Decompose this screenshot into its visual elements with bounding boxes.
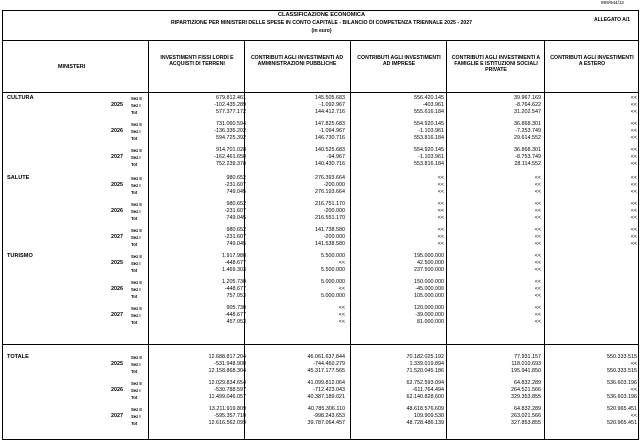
cell-value-sez-i: -1.092.967 [319, 102, 345, 108]
cell-value-sez-i: 1.339.019.894 [409, 361, 444, 367]
cell-value-sez-ii: << [338, 305, 345, 311]
year-label: 2027 [111, 234, 123, 240]
sez-i-label: Sez I [131, 260, 141, 266]
sez-i-label: Sez I [131, 154, 141, 160]
sez-i-label: Sez I [131, 234, 141, 240]
cell-value-tot: 48.728.486.139 [406, 420, 444, 426]
cell-value-sez-i: 42.500.000 [417, 260, 444, 266]
unit-label: (in euro) [311, 28, 332, 34]
cell-value-sez-i: -136.335.202 [214, 128, 246, 134]
sez-i-label: Sez I [131, 128, 141, 134]
cell-value-sez-i: -200.000 [323, 234, 345, 240]
tot-label: Tot [131, 189, 138, 195]
cell-value-sez-i: << [437, 182, 444, 188]
tot-label: Tot [131, 420, 138, 426]
sez-i-label: Sez I [131, 312, 141, 318]
cell-value-tot: << [630, 189, 637, 195]
allegato-label: ALLEGATO A/1 [594, 17, 631, 23]
classification-title: CLASSIFICAZIONE ECONOMICA [277, 12, 365, 18]
cell-value-sez-ii: 556.420.145 [414, 95, 444, 101]
cell-value-sez-i: << [630, 234, 637, 240]
cell-value-tot: 144.412.716 [315, 109, 345, 115]
cell-value-tot: << [534, 319, 541, 325]
cell-value-tot: 105.000.000 [414, 293, 444, 299]
sez-ii-label: Sez II [131, 279, 142, 285]
cell-value-tot: 29.614.552 [514, 135, 541, 141]
cell-value-sez-i: -403.961 [422, 102, 444, 108]
cell-value-tot: 550.333.515 [607, 368, 637, 374]
cell-value-tot: 146.730.716 [315, 135, 345, 141]
ministero-name: CULTURA [7, 95, 34, 101]
cell-value-sez-i: -595.357.710 [214, 413, 246, 419]
year-label: 2025 [111, 182, 123, 188]
cell-value-sez-i: << [630, 128, 637, 134]
cell-value-tot: 28.114.552 [514, 161, 541, 167]
cell-value-sez-ii: 13.211.919.809 [208, 406, 246, 412]
cell-value-sez-i: -102.435.289 [214, 102, 246, 108]
cell-value-sez-ii: 276.393.664 [315, 175, 345, 181]
cell-value-tot: << [534, 241, 541, 247]
cell-value-tot: << [534, 293, 541, 299]
cell-value-sez-i: -1.094.967 [319, 128, 345, 134]
cell-value-tot: 71.520.045.186 [406, 368, 444, 374]
sez-i-label: Sez I [131, 182, 141, 188]
col-header-investimenti-fissi: INVESTIMENTI FISSI LORDI E ACQUISTI DI TERRENI [160, 55, 234, 67]
cell-value-sez-i: << [630, 361, 637, 367]
cell-value-tot: << [630, 109, 637, 115]
cell-value-tot: << [630, 241, 637, 247]
cell-value-sez-ii: 12.688.817.204 [208, 354, 246, 360]
cell-value-sez-i: << [338, 286, 345, 292]
cell-value-sez-ii: << [534, 305, 541, 311]
cell-value-sez-ii: 39.967.169 [514, 95, 541, 101]
cell-value-tot: << [630, 161, 637, 167]
tot-label: Tot [131, 319, 138, 325]
cell-value-tot: 757.053 [226, 293, 246, 299]
year-label: 2025 [111, 361, 123, 367]
sez-i-label: Sez I [131, 387, 141, 393]
cell-value-sez-ii: 554.920.145 [414, 121, 444, 127]
cell-value-sez-i: -231.607 [224, 234, 246, 240]
cell-value-tot: 749.045 [226, 215, 246, 221]
ministero-name: TOTALE [7, 354, 29, 360]
column-divider [446, 40, 447, 440]
cell-value-sez-i: -39.000.000 [415, 312, 444, 318]
sez-i-label: Sez I [131, 413, 141, 419]
column-divider [544, 40, 545, 440]
sez-ii-label: Sez II [131, 305, 142, 311]
cell-value-sez-ii: 980.652 [226, 227, 246, 233]
cell-value-tot: 457.053 [226, 319, 246, 325]
cell-value-sez-ii: << [534, 175, 541, 181]
cell-value-tot: 329.353.855 [511, 394, 541, 400]
column-divider [350, 40, 351, 440]
cell-value-tot: 752.239.378 [216, 161, 246, 167]
cell-value-sez-i: -1.103.961 [418, 128, 444, 134]
cell-value-sez-i: -611.764.494 [412, 387, 444, 393]
cell-value-sez-ii: 12.029.834.654 [208, 380, 246, 386]
cell-value-sez-ii: 77.931.157 [514, 354, 541, 360]
cell-value-tot: 141.538.580 [315, 241, 345, 247]
cell-value-sez-ii: 731.060.594 [216, 121, 246, 127]
cell-value-sez-ii: << [534, 227, 541, 233]
cell-value-sez-ii: << [534, 201, 541, 207]
cell-value-tot: 577.377.172 [216, 109, 246, 115]
year-label: 2026 [111, 208, 123, 214]
cell-value-sez-ii: << [534, 279, 541, 285]
sez-ii-label: Sez II [131, 253, 142, 259]
cell-value-sez-ii: 1.205.730 [222, 279, 246, 285]
ministero-name: TURISMO [7, 253, 33, 259]
cell-value-tot: 237.500.000 [414, 267, 444, 273]
cell-value-tot: 11.499.046.057 [208, 394, 246, 400]
tot-label: Tot [131, 293, 138, 299]
year-label: 2027 [111, 312, 123, 318]
cell-value-tot: 594.725.392 [216, 135, 246, 141]
cell-value-sez-ii: 41.099.812.064 [307, 380, 345, 386]
cell-value-sez-ii: 46.061.637.844 [307, 354, 345, 360]
cell-value-sez-i: 118.010.693 [511, 361, 541, 367]
document-title: RIPARTIZIONE PER MINISTERI DELLE SPESE IN CONTO CAPITALE - BILANCIO DI COMPETENZA TRIENNALE 2025 - 2027 [170, 20, 472, 26]
cell-value-tot: 327.853.855 [511, 420, 541, 426]
cell-value-sez-i: -200.000 [323, 208, 345, 214]
cell-value-sez-ii: << [630, 201, 637, 207]
sez-ii-label: Sez II [131, 147, 142, 153]
cell-value-sez-ii: 36.868.301 [514, 147, 541, 153]
sez-ii-label: Sez II [131, 406, 142, 412]
cell-value-sez-i: -448.677 [224, 260, 246, 266]
cell-value-sez-i: -1.103.961 [418, 154, 444, 160]
cell-value-tot: << [534, 267, 541, 273]
cell-value-sez-ii: << [437, 201, 444, 207]
cell-value-sez-i: << [437, 208, 444, 214]
col-header-contributi-famiglie: CONTRIBUTI AGLI INVESTIMENTI A FAMIGLIE E ISTITUZIONI SOCIALI PRIVATE [451, 55, 541, 73]
cell-value-sez-ii: 5.000.000 [321, 279, 345, 285]
cell-value-sez-ii: 70.182.025.192 [406, 354, 444, 360]
col-header-contributi-amministrazioni: CONTRIBUTI AGLI INVESTIMENTI AD AMMINISTRAZIONI PUBBLICHE [250, 55, 344, 67]
col-header-contributi-imprese: CONTRIBUTI AGLI INVESTIMENTI AD IMPRESE [357, 55, 441, 67]
cell-value-tot: 140.430.716 [315, 161, 345, 167]
cell-value-sez-ii: << [630, 175, 637, 181]
cell-value-tot: 536.603.196 [607, 394, 637, 400]
sez-i-label: Sez I [131, 286, 141, 292]
cell-value-sez-i: << [630, 102, 637, 108]
sez-ii-label: Sez II [131, 227, 142, 233]
cell-value-sez-ii: << [630, 147, 637, 153]
sez-ii-label: Sez II [131, 201, 142, 207]
year-label: 2027 [111, 413, 123, 419]
cell-value-sez-ii: 5.500.000 [321, 253, 345, 259]
cell-value-sez-i: -45.000.000 [415, 286, 444, 292]
cell-value-sez-ii: 140.525.683 [315, 147, 345, 153]
cell-value-sez-ii: 120.000.000 [414, 305, 444, 311]
cell-value-sez-ii: 980.652 [226, 201, 246, 207]
cell-value-sez-ii: << [534, 253, 541, 259]
cell-value-tot: 62.140.828.600 [406, 394, 444, 400]
cell-value-sez-i: << [534, 260, 541, 266]
cell-value-sez-ii: 679.812.461 [216, 95, 246, 101]
cell-value-sez-ii: << [630, 121, 637, 127]
cell-value-sez-ii: 195.000.000 [414, 253, 444, 259]
cell-value-sez-i: 264.521.566 [511, 387, 541, 393]
cell-value-sez-i: << [534, 208, 541, 214]
cell-value-tot: << [437, 189, 444, 195]
document-reference: 999/944/12 [601, 0, 624, 5]
year-label: 2027 [111, 154, 123, 160]
cell-value-sez-ii: << [437, 175, 444, 181]
cell-value-sez-ii: 216.751.170 [315, 201, 345, 207]
cell-value-sez-ii: 554.920.145 [414, 147, 444, 153]
cell-value-sez-ii: << [630, 227, 637, 233]
year-label: 2025 [111, 102, 123, 108]
cell-value-tot: << [338, 319, 345, 325]
cell-value-tot: 12.158.868.304 [208, 368, 246, 374]
cell-value-sez-i: -231.607 [224, 182, 246, 188]
cell-value-sez-i: << [338, 260, 345, 266]
cell-value-sez-i: -94.967 [326, 154, 345, 160]
cell-value-sez-i: << [630, 208, 637, 214]
cell-value-sez-i: -7.253.749 [515, 128, 541, 134]
cell-value-tot: 39.787.064.457 [307, 420, 345, 426]
cell-value-tot: 749.045 [226, 189, 246, 195]
year-label: 2026 [111, 128, 123, 134]
sez-i-label: Sez I [131, 102, 141, 108]
cell-value-sez-i: -231.607 [224, 208, 246, 214]
sez-i-label: Sez I [131, 208, 141, 214]
tot-label: Tot [131, 161, 138, 167]
cell-value-sez-ii: 48.618.576.609 [406, 406, 444, 412]
cell-value-tot: 195.941.850 [511, 368, 541, 374]
cell-value-sez-ii: 536.603.196 [607, 380, 637, 386]
cell-value-tot: 12.616.562.099 [208, 420, 246, 426]
sez-ii-label: Sez II [131, 380, 142, 386]
cell-value-sez-i: -998.243.653 [313, 413, 345, 419]
cell-value-tot: 40.387.189.021 [307, 394, 345, 400]
cell-value-sez-i: -531.948.900 [214, 361, 246, 367]
cell-value-sez-ii: 150.000.000 [414, 279, 444, 285]
tot-label: Tot [131, 241, 138, 247]
cell-value-sez-i: << [534, 312, 541, 318]
cell-value-sez-ii: 1.917.980 [222, 253, 246, 259]
year-label: 2026 [111, 387, 123, 393]
cell-value-sez-i: 109.909.530 [414, 413, 444, 419]
cell-value-sez-i: << [338, 312, 345, 318]
cell-value-sez-i: -8.753.749 [515, 154, 541, 160]
cell-value-sez-i: -448.677 [224, 286, 246, 292]
cell-value-tot: 555.616.184 [414, 109, 444, 115]
cell-value-sez-ii: 145.505.683 [315, 95, 345, 101]
cell-value-tot: 5.000.000 [321, 293, 345, 299]
cell-value-sez-ii: << [437, 227, 444, 233]
cell-value-tot: << [534, 189, 541, 195]
cell-value-sez-i: 263.021.566 [511, 413, 541, 419]
sez-ii-label: Sez II [131, 121, 142, 127]
cell-value-tot: << [437, 241, 444, 247]
cell-value-sez-i: -744.460.279 [313, 361, 345, 367]
tot-label: Tot [131, 109, 138, 115]
cell-value-sez-i: << [630, 413, 637, 419]
cell-value-tot: 749.045 [226, 241, 246, 247]
cell-value-tot: 81.000.000 [417, 319, 444, 325]
cell-value-tot: 1.469.303 [222, 267, 246, 273]
cell-value-sez-i: -8.764.622 [515, 102, 541, 108]
cell-value-sez-ii: 147.825.683 [315, 121, 345, 127]
tot-label: Tot [131, 135, 138, 141]
cell-value-sez-i: -200.000 [323, 182, 345, 188]
cell-value-tot: 45.317.177.565 [307, 368, 345, 374]
cell-value-sez-i: << [437, 234, 444, 240]
cell-value-tot: 553.816.184 [414, 135, 444, 141]
cell-value-tot: << [534, 215, 541, 221]
column-divider [148, 40, 149, 440]
col-header-ministeri: MINISTERI [58, 64, 86, 70]
tot-label: Tot [131, 368, 138, 374]
sez-i-label: Sez I [131, 361, 141, 367]
col-header-contributi-estero: CONTRIBUTI AGLI INVESTIMENTI A ESTERO [550, 55, 634, 67]
cell-value-sez-ii: 520.965.451 [607, 406, 637, 412]
cell-value-tot: 553.816.184 [414, 161, 444, 167]
cell-value-sez-ii: 40.785.306.110 [307, 406, 345, 412]
cell-value-sez-ii: 905.730 [226, 305, 246, 311]
cell-value-sez-i: << [534, 286, 541, 292]
cell-value-sez-ii: 64.832.289 [514, 380, 541, 386]
cell-value-sez-i: -712.423.043 [313, 387, 345, 393]
cell-value-sez-ii: 62.752.593.094 [406, 380, 444, 386]
sez-ii-label: Sez II [131, 95, 142, 101]
cell-value-sez-i: -448.677 [224, 312, 246, 318]
cell-value-sez-i: << [534, 234, 541, 240]
cell-value-sez-ii: 980.652 [226, 175, 246, 181]
cell-value-tot: << [630, 135, 637, 141]
cell-value-sez-i: << [630, 154, 637, 160]
sez-ii-label: Sez II [131, 175, 142, 181]
cell-value-sez-i: << [630, 387, 637, 393]
cell-value-tot: << [437, 215, 444, 221]
cell-value-tot: << [630, 215, 637, 221]
cell-value-tot: 31.202.547 [514, 109, 541, 115]
cell-value-tot: 276.193.664 [315, 189, 345, 195]
year-label: 2025 [111, 260, 123, 266]
cell-value-sez-i: -530.788.597 [214, 387, 246, 393]
cell-value-sez-ii: 64.832.289 [514, 406, 541, 412]
cell-value-sez-ii: 550.333.515 [607, 354, 637, 360]
year-label: 2026 [111, 286, 123, 292]
cell-value-sez-ii: << [630, 95, 637, 101]
tot-label: Tot [131, 215, 138, 221]
cell-value-tot: 216.551.170 [315, 215, 345, 221]
cell-value-sez-ii: 36.868.301 [514, 121, 541, 127]
cell-value-sez-ii: 914.701.028 [216, 147, 246, 153]
cell-value-sez-i: -162.461.650 [214, 154, 246, 160]
tot-label: Tot [131, 267, 138, 273]
cell-value-tot: 5.500.000 [321, 267, 345, 273]
sez-ii-label: Sez II [131, 354, 142, 360]
cell-value-sez-i: << [534, 182, 541, 188]
cell-value-sez-ii: 141.738.580 [315, 227, 345, 233]
cell-value-tot: 520.965.451 [607, 420, 637, 426]
tot-label: Tot [131, 394, 138, 400]
cell-value-sez-i: << [630, 182, 637, 188]
ministero-name: SALUTE [7, 175, 30, 181]
